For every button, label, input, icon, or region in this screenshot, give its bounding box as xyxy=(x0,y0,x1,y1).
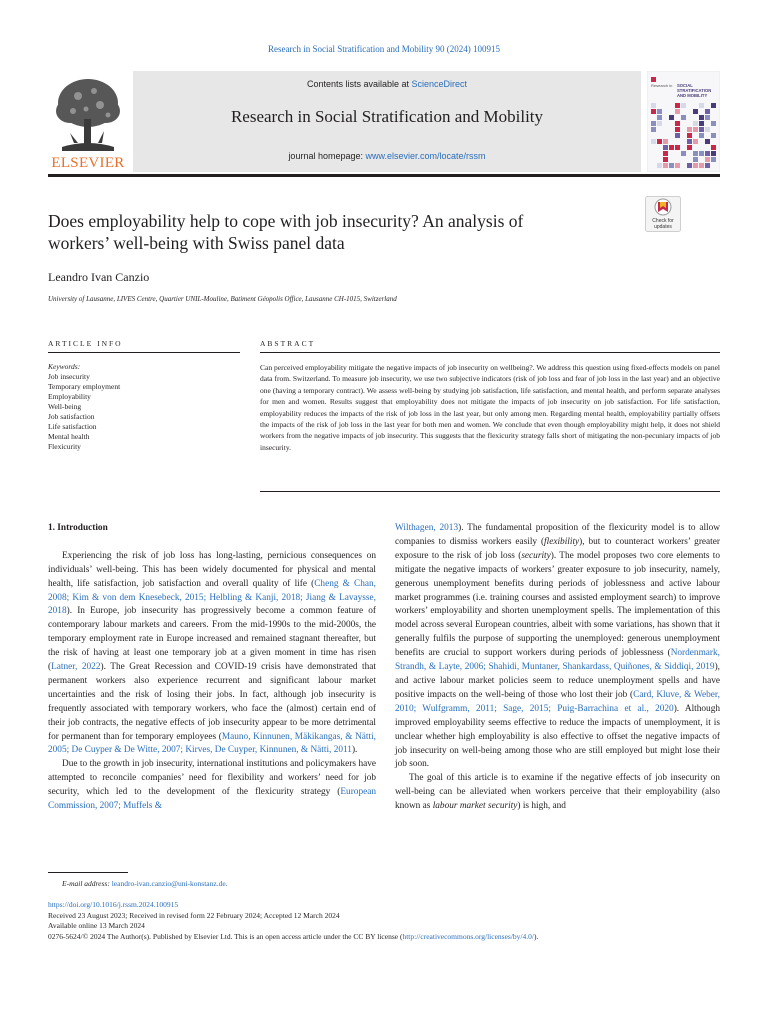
doi-link[interactable]: https://doi.org/10.1016/j.rssm.2024.100915 xyxy=(48,900,179,909)
cover-tile xyxy=(705,109,710,114)
cover-tile xyxy=(705,163,710,168)
keyword-item: Job insecurity xyxy=(48,372,90,381)
cover-tile xyxy=(711,121,716,126)
elsevier-tree-icon xyxy=(48,71,128,172)
cover-tile xyxy=(675,109,680,114)
article-info-heading: ARTICLE INFO xyxy=(48,339,123,348)
body-left-column xyxy=(48,522,376,814)
email-footnote xyxy=(62,879,228,890)
keywords-label: Keywords: xyxy=(48,362,81,371)
check-for-updates-icon xyxy=(645,196,681,232)
keyword-item: Mental health xyxy=(48,432,90,441)
cover-tile xyxy=(651,139,656,144)
cover-tile xyxy=(699,163,704,168)
cover-tile xyxy=(669,115,674,120)
cover-text-2: STRATIFICATION xyxy=(677,88,712,93)
cover-tile xyxy=(663,151,668,156)
text: ) is high, and xyxy=(517,801,566,812)
cover-tile xyxy=(663,139,668,144)
check-for-updates-button[interactable] xyxy=(645,196,681,232)
cover-tile xyxy=(693,163,698,168)
cover-tile xyxy=(711,133,716,138)
author-name[interactable]: Leandro Ivan Canzio xyxy=(48,270,150,284)
footnote-rule xyxy=(48,872,128,873)
keywords-block xyxy=(48,362,240,452)
cover-tile xyxy=(669,145,674,150)
section-heading: 1. Introduction xyxy=(48,523,108,533)
emphasis: labour market security xyxy=(432,801,518,812)
intro-paragraph-3 xyxy=(395,772,720,814)
abstract-text: Can perceived employability mitigate the negative impacts of job insecurity on wellbeing?. We address this question using fixed-effects models on panel data from. Switzerland. To measure job insecurity, we use two subjective indicators (risk of job loss and fear of job loss in the last year) and an objective one (having a temporary contract). We assess well-being by studying job satisfaction, life satisfaction, and mental health, and perform separate analyses for men and women. Results suggest that employability does not mitigate the impacts of job insecurity on job satisfaction. For life satisfaction, employability reduces the impacts of the risk of job loss in the last year, but only among men. Regarding mental health, employability partially offsets the impacts of the risk of job loss in the last year for both men and women. We conclude that even though employability might help, it does not shield workers from the negative impacts of job insecurity. This suggests that the flexicurity strategy falls short of mitigating the non-pecuniary impacts of job insecurity. xyxy=(260,363,720,452)
cover-tile xyxy=(669,163,674,168)
citation-link[interactable]: Cheng & Chan, 2008; Kim & von dem Knesebeck, 2015; Helbling & Kanji, 2018; Jiang & Lavaysse, 2018 xyxy=(48,578,376,617)
email-link[interactable]: leandro-ivan.canzio@uni-konstanz.de. xyxy=(111,879,228,888)
check-updates-line2: updates xyxy=(654,224,672,230)
citation-link[interactable]: Card, Kluve, & Weber, 2010; Wulfgramm, 2011; Sage, 2015; Puig-Barrachina et al., 2020 xyxy=(395,689,720,714)
abstract-rule xyxy=(260,352,720,353)
journal-banner xyxy=(133,71,641,172)
cover-tile xyxy=(699,127,704,132)
cover-tile xyxy=(705,127,710,132)
cover-tile xyxy=(687,163,692,168)
article-title-line-1: Does employability help to cope with job insecurity? An analysis of xyxy=(48,211,524,231)
email-label: E-mail address: xyxy=(62,879,112,888)
elsevier-logo[interactable] xyxy=(48,71,128,172)
text: ). The model proposes two core elements to mitigate the negative impacts of workers’ greater exposure to job insecurity, namely, generous unemployment benefits during periods of joblessness and active labour market programmes (i.e. training courses and assisted employment search) to improve workers’ employability and shorten unemployment spells. The implementation of this model across several European countries, albeit with some variations, has shown that it generally fulfils the purpose of supporting the unemployed: generous unemployment benefits are crucial to support workers during periods of joblessness ( xyxy=(395,550,720,659)
cover-tile xyxy=(675,121,680,126)
emphasis: flexibility xyxy=(544,536,580,547)
license-link[interactable]: http://creativecommons.org/licenses/by/4.0/ xyxy=(402,931,534,941)
cover-tile xyxy=(711,157,716,162)
cover-text-1: SOCIAL xyxy=(677,83,693,88)
author-affiliation: University of Lausanne, LIVES Centre, Quartier UNIL-Mouline, Batiment Géopolis Office, Lausanne CH-1015, Switzerland xyxy=(48,295,397,303)
abstract-bottom-rule xyxy=(260,491,720,492)
cover-tile xyxy=(705,157,710,162)
intro-paragraph-2 xyxy=(48,758,376,814)
cover-tile xyxy=(693,109,698,114)
cover-tile xyxy=(699,151,704,156)
license-text: 0276-5624/© 2024 The Author(s). Published by Elsevier Ltd. This is an open access article under the CC BY license ( xyxy=(48,931,403,941)
cover-tile xyxy=(705,139,710,144)
cover-tile xyxy=(693,157,698,162)
cover-tile xyxy=(687,139,692,144)
cover-tile xyxy=(675,133,680,138)
cover-tile xyxy=(657,121,662,126)
cover-tile xyxy=(675,127,680,132)
cover-tile xyxy=(681,151,686,156)
journal-header xyxy=(48,71,720,172)
text: ), but to counteract workers’ greater exposure to the risk of job loss ( xyxy=(395,536,720,561)
check-updates-line1: Check for xyxy=(652,218,674,224)
keyword-item: Flexicurity xyxy=(48,442,81,451)
keyword-item: Job satisfaction xyxy=(48,412,95,421)
cover-small: Research in xyxy=(651,83,673,88)
text: ). The Great Recession and COVID-19 crisis have demonstrated that permanent workers also experience recurrent and significant labour market uncertainties and the risk of losing their jobs. In fact, although job insecurity is frequently associated with temporary workers, who face the (almost) certain end of their job contracts, the negative effects of job insecurity appear to be more detrimental for permanent than for temporary employees ( xyxy=(48,662,376,742)
body-right-column xyxy=(395,522,720,814)
cover-tile xyxy=(699,115,704,120)
cover-tile xyxy=(687,127,692,132)
cover-tile xyxy=(663,163,668,168)
cover-tile xyxy=(711,103,716,108)
cover-tile xyxy=(687,133,692,138)
cover-tile xyxy=(675,145,680,150)
journal-cover-image xyxy=(647,71,720,172)
text: Experiencing the risk of job loss has long-lasting, pernicious consequences on individuals’ well-being. This has been widely documented for physical and mental health, life satisfaction, job satisfaction and overall quality of life ( xyxy=(48,550,376,589)
cover-tile xyxy=(651,127,656,132)
journal-citation-link[interactable]: Research in Social Stratification and Mobility 90 (2024) 100915 xyxy=(268,44,500,54)
text: The goal of this article is to examine if the negative effects of job insecurity on well-being can be alleviated when workers perceive that their employability (also known as xyxy=(395,773,720,812)
homepage-link[interactable]: www.elsevier.com/locate/rssm xyxy=(365,151,486,161)
text: Due to the growth in job insecurity, international institutions and policymakers have attempted to reconcile companies’ need for flexibility and workers’ need for job security, which led to the development of the flexicurity strategy ( xyxy=(48,759,376,798)
license-line xyxy=(48,932,728,943)
homepage-prefix: journal homepage: xyxy=(288,151,366,161)
contents-prefix: Contents lists available at xyxy=(306,79,412,89)
cover-tile xyxy=(711,145,716,150)
journal-homepage xyxy=(133,151,641,161)
cover-tile xyxy=(651,103,656,108)
cover-tile xyxy=(651,109,656,114)
citation-link[interactable]: Latner, 2022 xyxy=(51,662,101,673)
article-title-line-2: workers’ well-being with Swiss panel data xyxy=(48,233,345,253)
cover-tile xyxy=(705,115,710,120)
cover-tile xyxy=(687,145,692,150)
text: ), and active labour market policies seem to reduce unemployment spells and have positive impacts on the well-being of those who lost their job ( xyxy=(395,662,720,700)
citation-link[interactable]: Mauno, Kinnunen, Mäkikangas, & Nätti, 2005; De Cuyper & De Witte, 2007; Kirves, De Cuyper, Kinnunen, & Nätti, 2011 xyxy=(48,731,376,756)
citation-link[interactable]: European Commission, 2007; Muffels & xyxy=(48,787,376,812)
available-online: Available online 13 March 2024 xyxy=(48,921,145,930)
keyword-item: Temporary employment xyxy=(48,382,121,391)
cover-text-3: AND MOBILITY xyxy=(677,93,708,98)
license-text: ). xyxy=(533,931,539,941)
citation-link[interactable]: Wilthagen, 2013 xyxy=(395,523,459,533)
text: ). In Europe, job insecurity has progressively become a common feature of contemporary labour markets and careers. From the mid-1990s to the mid-2000s, the temporary employment rate in Europe increased and remained stagnant thereafter, but the risk of having at least one temporary job at a given moment in time has risen ( xyxy=(48,606,376,673)
keyword-item: Well-being xyxy=(48,402,82,411)
cover-tile xyxy=(657,139,662,144)
cover-tile xyxy=(675,163,680,168)
cover-tile xyxy=(693,139,698,144)
citation-link[interactable]: Nordenmark, Strandh, & Layte, 2006; Shahidi, Muntaner, Shankardass, Quiñones, & Siddiqi, 2019 xyxy=(395,648,720,673)
text: ). The fundamental proposition of the flexicurity model is to allow companies to dismiss workers easily ( xyxy=(395,523,720,547)
article-title xyxy=(48,210,608,254)
cover-tile xyxy=(699,121,704,126)
text: ). Although improved employability seems effective to reduce the impacts of unemployment, it is unclear whether high employability is also effective to offset the negative impacts of job insecurity on well-being among those who are still employed but might lose their job soon. xyxy=(395,703,721,770)
cover-tile xyxy=(657,115,662,120)
article-info-rule xyxy=(48,352,240,353)
keyword-item: Life satisfaction xyxy=(48,422,97,431)
journal-title: Research in Social Stratification and Mobility xyxy=(230,107,544,126)
text: ). xyxy=(351,745,358,756)
cover-tile xyxy=(657,163,662,168)
sciencedirect-link[interactable]: ScienceDirect xyxy=(411,79,468,89)
header-rule xyxy=(48,174,720,177)
journal-cover-thumbnail[interactable] xyxy=(647,71,720,172)
cover-tile xyxy=(693,121,698,126)
cover-tile xyxy=(693,151,698,156)
keyword-item: Employability xyxy=(48,392,91,401)
cover-tile xyxy=(675,103,680,108)
emphasis: security xyxy=(521,550,551,561)
contents-available xyxy=(133,79,641,89)
cover-tile xyxy=(711,151,716,156)
publisher-logo-text: ELSEVIER xyxy=(51,155,125,171)
abstract-heading: ABSTRACT xyxy=(260,339,316,348)
cover-tile xyxy=(699,133,704,138)
cover-tile xyxy=(693,127,698,132)
cover-tile xyxy=(651,121,656,126)
cover-tile xyxy=(657,109,662,114)
intro-paragraph-1 xyxy=(48,550,376,759)
cover-tile xyxy=(705,151,710,156)
intro-paragraph-2-continued xyxy=(395,522,720,772)
cover-tile xyxy=(699,103,704,108)
cover-tile xyxy=(663,145,668,150)
cover-tile xyxy=(681,103,686,108)
received-dates: Received 23 August 2023; Received in revised form 22 February 2024; Accepted 12 March 2024 xyxy=(48,910,340,920)
cover-tile xyxy=(681,115,686,120)
publication-footer xyxy=(48,900,728,942)
cover-tile xyxy=(663,157,668,162)
